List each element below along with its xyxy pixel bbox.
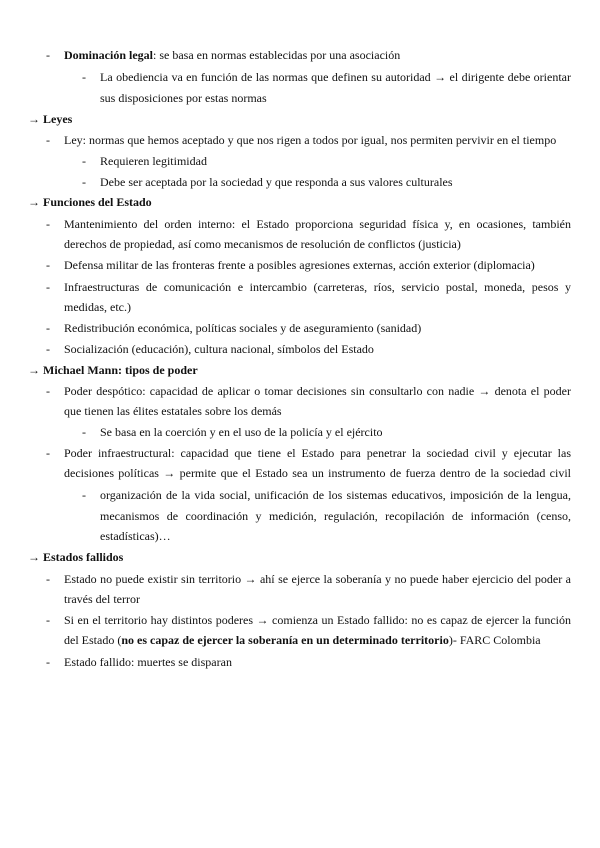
emphasis-bold: no es capaz de ejercer la soberanía en un determinado territorio [121, 633, 449, 647]
bullet-dash: - [82, 488, 86, 502]
bullet-dash: - [82, 154, 86, 168]
section-heading-leyes: → Leyes [28, 112, 73, 126]
bullet-dash: - [82, 425, 86, 439]
bullet-dash: - [46, 342, 50, 356]
sub-item: Se basa en la coerción y en el uso de la policía y el ejército [100, 425, 383, 439]
list-item: Redistribución económica, políticas sociales y de aseguramiento (sanidad) [64, 321, 422, 335]
section-heading-mann: → Michael Mann: tipos de poder [28, 363, 198, 377]
list-item: Estado fallido: muertes se disparan [64, 655, 232, 669]
list-item-line: Infraestructuras de comunicación e intercambio (carreteras, ríos, servicio postal, moneda, pesos y [64, 280, 571, 294]
list-item: Socialización (educación), cultura nacional, símbolos del Estado [64, 342, 374, 356]
list-item-line: que tienen las élites estatales sobre los demás [64, 404, 282, 418]
list-item: Ley: normas que hemos aceptado y que nos rigen a todos por igual, nos permiten pervivir en el tiempo [64, 133, 557, 147]
sub-item: Debe ser aceptada por la sociedad y que responda a sus valores culturales [100, 175, 453, 189]
bullet-dash: - [46, 217, 50, 231]
bullet-dash: - [46, 133, 50, 147]
section-heading-fallidos: → Estados fallidos [28, 550, 124, 564]
sub-item-line: estadísticas)… [100, 529, 171, 543]
list-item-line: Mantenimiento del orden interno: el Estado proporciona seguridad física y, en ocasiones, también [64, 217, 571, 231]
bullet-dash: - [46, 321, 50, 335]
list-item-line: del Estado (no es capaz de ejercer la soberanía en un determinado territorio)- FARC Colombia [64, 633, 541, 647]
bullet-dash: - [46, 446, 50, 460]
list-item-line: medidas, etc.) [64, 300, 131, 314]
term-bold: Dominación legal [64, 48, 153, 62]
list-item-line: través del terror [64, 592, 140, 606]
bullet-dash: - [82, 70, 86, 84]
list-item-line: Estado no puede existir sin territorio → ahí se ejerce la soberanía y no puede haber ejercicio del poder a [64, 572, 571, 586]
bullet-dash: - [82, 175, 86, 189]
bullet-dash: - [46, 280, 50, 294]
bullet-dash: - [46, 655, 50, 669]
bullet-dash: - [46, 48, 50, 62]
bullet-dash: - [46, 258, 50, 272]
list-item: Defensa militar de las fronteras frente a posibles agresiones externas, acción exterior (diplomacia) [64, 258, 535, 272]
sub-item: Requieren legitimidad [100, 154, 207, 168]
bullet-dash: - [46, 572, 50, 586]
list-item-dominacion-legal: Dominación legal: se basa en normas establecidas por una asociación [64, 48, 401, 62]
list-item-line: Si en el territorio hay distintos poderes → comienza un Estado fallido: no es capaz de ejercer la función [64, 613, 571, 627]
sub-item-line: sus disposiciones por estas normas [100, 91, 267, 105]
list-item-line: derechos de propiedad, así como mecanismos de resolución de conflictos (justicia) [64, 237, 461, 251]
sub-item-line: mecanismos de coordinación y medición, regulación, recopilación de información (censo, [100, 509, 571, 523]
list-item-line: decisiones políticas → permite que el Estado sea un instrumento de fuerza dentro de la sociedad civil [64, 466, 571, 480]
bullet-dash: - [46, 384, 50, 398]
list-item-line: Poder despótico: capacidad de aplicar o tomar decisiones sin consultarlo con nadie → denota el poder [64, 384, 571, 398]
bullet-dash: - [46, 613, 50, 627]
sub-item-line: La obediencia va en función de las normas que definen su autoridad → el dirigente debe orientar [100, 70, 571, 84]
section-heading-funciones: → Funciones del Estado [28, 195, 152, 209]
sub-item-line: organización de la vida social, unificación de los sistemas educativos, imposición de la lengua, [100, 488, 571, 502]
list-item-line: Poder infraestructural: capacidad que tiene el Estado para penetrar la sociedad civil y ejecutar las [64, 446, 571, 460]
